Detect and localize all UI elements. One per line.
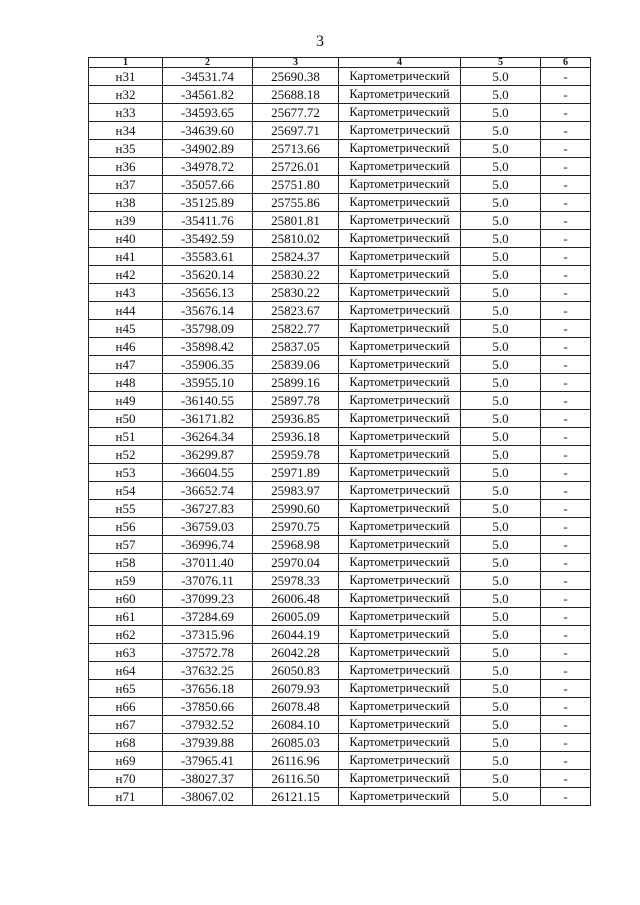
method-cell: Картометрический xyxy=(339,392,461,410)
point-name-cell: н47 xyxy=(89,356,163,374)
point-name-cell: н67 xyxy=(89,716,163,734)
table-row xyxy=(89,320,591,338)
x-coordinate-cell: -34978.72 xyxy=(163,158,253,176)
x-coordinate-cell: -37932.52 xyxy=(163,716,253,734)
table-row xyxy=(89,788,591,806)
accuracy-cell: 5.0 xyxy=(461,590,541,608)
table-row xyxy=(89,374,591,392)
point-name-cell: н52 xyxy=(89,446,163,464)
header-col-5: 5 xyxy=(461,58,541,68)
method-cell: Картометрический xyxy=(339,590,461,608)
point-name-cell: н37 xyxy=(89,176,163,194)
note-cell: - xyxy=(541,788,591,806)
x-coordinate-cell: -36140.55 xyxy=(163,392,253,410)
method-cell: Картометрический xyxy=(339,194,461,212)
method-cell: Картометрический xyxy=(339,320,461,338)
y-coordinate-cell: 25822.77 xyxy=(253,320,339,338)
point-name-cell: н59 xyxy=(89,572,163,590)
point-name-cell: н42 xyxy=(89,266,163,284)
y-coordinate-cell: 26085.03 xyxy=(253,734,339,752)
accuracy-cell: 5.0 xyxy=(461,338,541,356)
accuracy-cell: 5.0 xyxy=(461,464,541,482)
x-coordinate-cell: -35798.09 xyxy=(163,320,253,338)
table-row xyxy=(89,338,591,356)
y-coordinate-cell: 25830.22 xyxy=(253,266,339,284)
y-coordinate-cell: 25751.80 xyxy=(253,176,339,194)
point-name-cell: н41 xyxy=(89,248,163,266)
x-coordinate-cell: -37572.78 xyxy=(163,644,253,662)
accuracy-cell: 5.0 xyxy=(461,716,541,734)
header-col-2: 2 xyxy=(163,58,253,68)
method-cell: Картометрический xyxy=(339,212,461,230)
x-coordinate-cell: -36264.34 xyxy=(163,428,253,446)
y-coordinate-cell: 25824.37 xyxy=(253,248,339,266)
accuracy-cell: 5.0 xyxy=(461,68,541,86)
point-name-cell: н55 xyxy=(89,500,163,518)
point-name-cell: н31 xyxy=(89,68,163,86)
point-name-cell: н34 xyxy=(89,122,163,140)
x-coordinate-cell: -37284.69 xyxy=(163,608,253,626)
x-coordinate-cell: -37656.18 xyxy=(163,680,253,698)
x-coordinate-cell: -36727.83 xyxy=(163,500,253,518)
point-name-cell: н71 xyxy=(89,788,163,806)
method-cell: Картометрический xyxy=(339,428,461,446)
accuracy-cell: 5.0 xyxy=(461,230,541,248)
method-cell: Картометрический xyxy=(339,374,461,392)
method-cell: Картометрический xyxy=(339,86,461,104)
note-cell: - xyxy=(541,320,591,338)
method-cell: Картометрический xyxy=(339,716,461,734)
accuracy-cell: 5.0 xyxy=(461,392,541,410)
x-coordinate-cell: -37939.88 xyxy=(163,734,253,752)
accuracy-cell: 5.0 xyxy=(461,554,541,572)
method-cell: Картометрический xyxy=(339,410,461,428)
y-coordinate-cell: 25810.02 xyxy=(253,230,339,248)
point-name-cell: н33 xyxy=(89,104,163,122)
accuracy-cell: 5.0 xyxy=(461,122,541,140)
table-header xyxy=(89,58,591,68)
note-cell: - xyxy=(541,176,591,194)
accuracy-cell: 5.0 xyxy=(461,518,541,536)
method-cell: Картометрический xyxy=(339,734,461,752)
accuracy-cell: 5.0 xyxy=(461,140,541,158)
accuracy-cell: 5.0 xyxy=(461,698,541,716)
table-row xyxy=(89,194,591,212)
x-coordinate-cell: -35492.59 xyxy=(163,230,253,248)
y-coordinate-cell: 25677.72 xyxy=(253,104,339,122)
table-row xyxy=(89,662,591,680)
accuracy-cell: 5.0 xyxy=(461,410,541,428)
table-row xyxy=(89,572,591,590)
point-name-cell: н68 xyxy=(89,734,163,752)
note-cell: - xyxy=(541,374,591,392)
accuracy-cell: 5.0 xyxy=(461,284,541,302)
point-name-cell: н63 xyxy=(89,644,163,662)
table-row xyxy=(89,284,591,302)
y-coordinate-cell: 25990.60 xyxy=(253,500,339,518)
x-coordinate-cell: -36652.74 xyxy=(163,482,253,500)
x-coordinate-cell: -38027.37 xyxy=(163,770,253,788)
table-body xyxy=(89,68,591,806)
x-coordinate-cell: -35583.61 xyxy=(163,248,253,266)
header-col-4: 4 xyxy=(339,58,461,68)
table-row xyxy=(89,734,591,752)
table-row xyxy=(89,176,591,194)
table-row xyxy=(89,212,591,230)
y-coordinate-cell: 26078.48 xyxy=(253,698,339,716)
table-row xyxy=(89,140,591,158)
method-cell: Картометрический xyxy=(339,608,461,626)
point-name-cell: н49 xyxy=(89,392,163,410)
table-row xyxy=(89,716,591,734)
method-cell: Картометрический xyxy=(339,536,461,554)
note-cell: - xyxy=(541,518,591,536)
y-coordinate-cell: 25897.78 xyxy=(253,392,339,410)
method-cell: Картометрический xyxy=(339,104,461,122)
table-row xyxy=(89,158,591,176)
y-coordinate-cell: 26050.83 xyxy=(253,662,339,680)
note-cell: - xyxy=(541,356,591,374)
note-cell: - xyxy=(541,302,591,320)
point-name-cell: н43 xyxy=(89,284,163,302)
table-row xyxy=(89,554,591,572)
y-coordinate-cell: 26079.93 xyxy=(253,680,339,698)
y-coordinate-cell: 25726.01 xyxy=(253,158,339,176)
point-name-cell: н46 xyxy=(89,338,163,356)
table-row xyxy=(89,104,591,122)
table-row xyxy=(89,626,591,644)
point-name-cell: н57 xyxy=(89,536,163,554)
table-row xyxy=(89,752,591,770)
method-cell: Картометрический xyxy=(339,302,461,320)
note-cell: - xyxy=(541,662,591,680)
y-coordinate-cell: 25801.81 xyxy=(253,212,339,230)
point-name-cell: н35 xyxy=(89,140,163,158)
note-cell: - xyxy=(541,158,591,176)
x-coordinate-cell: -35057.66 xyxy=(163,176,253,194)
table-row xyxy=(89,248,591,266)
note-cell: - xyxy=(541,122,591,140)
note-cell: - xyxy=(541,626,591,644)
note-cell: - xyxy=(541,752,591,770)
x-coordinate-cell: -35676.14 xyxy=(163,302,253,320)
table-row xyxy=(89,410,591,428)
y-coordinate-cell: 25697.71 xyxy=(253,122,339,140)
table-row xyxy=(89,608,591,626)
method-cell: Картометрический xyxy=(339,644,461,662)
table-row xyxy=(89,536,591,554)
x-coordinate-cell: -35656.13 xyxy=(163,284,253,302)
page-number: 3 xyxy=(316,33,324,50)
table-row xyxy=(89,644,591,662)
method-cell: Картометрический xyxy=(339,698,461,716)
point-name-cell: н65 xyxy=(89,680,163,698)
table-row xyxy=(89,518,591,536)
x-coordinate-cell: -36299.87 xyxy=(163,446,253,464)
y-coordinate-cell: 25830.22 xyxy=(253,284,339,302)
y-coordinate-cell: 25983.97 xyxy=(253,482,339,500)
method-cell: Картометрический xyxy=(339,446,461,464)
table-row xyxy=(89,446,591,464)
header-col-6: 6 xyxy=(541,58,591,68)
note-cell: - xyxy=(541,68,591,86)
point-name-cell: н70 xyxy=(89,770,163,788)
point-name-cell: н66 xyxy=(89,698,163,716)
point-name-cell: н50 xyxy=(89,410,163,428)
note-cell: - xyxy=(541,266,591,284)
note-cell: - xyxy=(541,446,591,464)
note-cell: - xyxy=(541,410,591,428)
accuracy-cell: 5.0 xyxy=(461,788,541,806)
accuracy-cell: 5.0 xyxy=(461,86,541,104)
method-cell: Картометрический xyxy=(339,284,461,302)
y-coordinate-cell: 25823.67 xyxy=(253,302,339,320)
x-coordinate-cell: -36996.74 xyxy=(163,536,253,554)
note-cell: - xyxy=(541,230,591,248)
point-name-cell: н61 xyxy=(89,608,163,626)
method-cell: Картометрический xyxy=(339,230,461,248)
accuracy-cell: 5.0 xyxy=(461,608,541,626)
accuracy-cell: 5.0 xyxy=(461,104,541,122)
accuracy-cell: 5.0 xyxy=(461,302,541,320)
x-coordinate-cell: -37632.25 xyxy=(163,662,253,680)
y-coordinate-cell: 25837.05 xyxy=(253,338,339,356)
point-name-cell: н48 xyxy=(89,374,163,392)
note-cell: - xyxy=(541,608,591,626)
note-cell: - xyxy=(541,212,591,230)
point-name-cell: н32 xyxy=(89,86,163,104)
note-cell: - xyxy=(541,338,591,356)
note-cell: - xyxy=(541,554,591,572)
method-cell: Картометрический xyxy=(339,122,461,140)
table-row xyxy=(89,698,591,716)
method-cell: Картометрический xyxy=(339,140,461,158)
coordinates-table xyxy=(88,57,591,806)
point-name-cell: н64 xyxy=(89,662,163,680)
x-coordinate-cell: -37076.11 xyxy=(163,572,253,590)
y-coordinate-cell: 25936.85 xyxy=(253,410,339,428)
table-row xyxy=(89,230,591,248)
x-coordinate-cell: -36171.82 xyxy=(163,410,253,428)
point-name-cell: н51 xyxy=(89,428,163,446)
x-coordinate-cell: -37099.23 xyxy=(163,590,253,608)
x-coordinate-cell: -35898.42 xyxy=(163,338,253,356)
x-coordinate-cell: -35906.35 xyxy=(163,356,253,374)
point-name-cell: н36 xyxy=(89,158,163,176)
accuracy-cell: 5.0 xyxy=(461,212,541,230)
y-coordinate-cell: 25968.98 xyxy=(253,536,339,554)
point-name-cell: н69 xyxy=(89,752,163,770)
method-cell: Картометрический xyxy=(339,662,461,680)
note-cell: - xyxy=(541,392,591,410)
accuracy-cell: 5.0 xyxy=(461,662,541,680)
table-row xyxy=(89,482,591,500)
accuracy-cell: 5.0 xyxy=(461,626,541,644)
accuracy-cell: 5.0 xyxy=(461,644,541,662)
y-coordinate-cell: 25839.06 xyxy=(253,356,339,374)
x-coordinate-cell: -37011.40 xyxy=(163,554,253,572)
method-cell: Картометрический xyxy=(339,680,461,698)
y-coordinate-cell: 25959.78 xyxy=(253,446,339,464)
method-cell: Картометрический xyxy=(339,266,461,284)
method-cell: Картометрический xyxy=(339,482,461,500)
method-cell: Картометрический xyxy=(339,356,461,374)
method-cell: Картометрический xyxy=(339,554,461,572)
header-row xyxy=(89,58,591,68)
table-row xyxy=(89,770,591,788)
note-cell: - xyxy=(541,248,591,266)
accuracy-cell: 5.0 xyxy=(461,572,541,590)
y-coordinate-cell: 25970.04 xyxy=(253,554,339,572)
header-col-1: 1 xyxy=(89,58,163,68)
accuracy-cell: 5.0 xyxy=(461,770,541,788)
table-row xyxy=(89,266,591,284)
y-coordinate-cell: 25688.18 xyxy=(253,86,339,104)
table-row xyxy=(89,356,591,374)
note-cell: - xyxy=(541,698,591,716)
point-name-cell: н39 xyxy=(89,212,163,230)
y-coordinate-cell: 26084.10 xyxy=(253,716,339,734)
accuracy-cell: 5.0 xyxy=(461,356,541,374)
method-cell: Картометрический xyxy=(339,572,461,590)
x-coordinate-cell: -37850.66 xyxy=(163,698,253,716)
note-cell: - xyxy=(541,140,591,158)
y-coordinate-cell: 26042.28 xyxy=(253,644,339,662)
x-coordinate-cell: -36759.03 xyxy=(163,518,253,536)
x-coordinate-cell: -35125.89 xyxy=(163,194,253,212)
note-cell: - xyxy=(541,464,591,482)
method-cell: Картометрический xyxy=(339,176,461,194)
accuracy-cell: 5.0 xyxy=(461,680,541,698)
note-cell: - xyxy=(541,86,591,104)
y-coordinate-cell: 25690.38 xyxy=(253,68,339,86)
note-cell: - xyxy=(541,590,591,608)
method-cell: Картометрический xyxy=(339,752,461,770)
note-cell: - xyxy=(541,572,591,590)
table-row xyxy=(89,680,591,698)
x-coordinate-cell: -35411.76 xyxy=(163,212,253,230)
table-row xyxy=(89,68,591,86)
y-coordinate-cell: 25971.89 xyxy=(253,464,339,482)
y-coordinate-cell: 25970.75 xyxy=(253,518,339,536)
header-col-3: 3 xyxy=(253,58,339,68)
method-cell: Картометрический xyxy=(339,500,461,518)
table-row xyxy=(89,392,591,410)
table-row xyxy=(89,464,591,482)
accuracy-cell: 5.0 xyxy=(461,374,541,392)
method-cell: Картометрический xyxy=(339,68,461,86)
note-cell: - xyxy=(541,284,591,302)
point-name-cell: н58 xyxy=(89,554,163,572)
accuracy-cell: 5.0 xyxy=(461,446,541,464)
accuracy-cell: 5.0 xyxy=(461,194,541,212)
method-cell: Картометрический xyxy=(339,248,461,266)
y-coordinate-cell: 26116.50 xyxy=(253,770,339,788)
x-coordinate-cell: -34593.65 xyxy=(163,104,253,122)
y-coordinate-cell: 25978.33 xyxy=(253,572,339,590)
table-row xyxy=(89,122,591,140)
x-coordinate-cell: -34902.89 xyxy=(163,140,253,158)
x-coordinate-cell: -34531.74 xyxy=(163,68,253,86)
note-cell: - xyxy=(541,500,591,518)
note-cell: - xyxy=(541,680,591,698)
y-coordinate-cell: 25936.18 xyxy=(253,428,339,446)
point-name-cell: н44 xyxy=(89,302,163,320)
accuracy-cell: 5.0 xyxy=(461,266,541,284)
method-cell: Картометрический xyxy=(339,464,461,482)
x-coordinate-cell: -35620.14 xyxy=(163,266,253,284)
method-cell: Картометрический xyxy=(339,158,461,176)
point-name-cell: н53 xyxy=(89,464,163,482)
accuracy-cell: 5.0 xyxy=(461,482,541,500)
table-row xyxy=(89,428,591,446)
method-cell: Картометрический xyxy=(339,518,461,536)
y-coordinate-cell: 25899.16 xyxy=(253,374,339,392)
y-coordinate-cell: 25713.66 xyxy=(253,140,339,158)
point-name-cell: н60 xyxy=(89,590,163,608)
table-row xyxy=(89,590,591,608)
accuracy-cell: 5.0 xyxy=(461,176,541,194)
y-coordinate-cell: 26006.48 xyxy=(253,590,339,608)
note-cell: - xyxy=(541,770,591,788)
x-coordinate-cell: -34561.82 xyxy=(163,86,253,104)
note-cell: - xyxy=(541,536,591,554)
note-cell: - xyxy=(541,734,591,752)
accuracy-cell: 5.0 xyxy=(461,752,541,770)
note-cell: - xyxy=(541,716,591,734)
y-coordinate-cell: 26005.09 xyxy=(253,608,339,626)
x-coordinate-cell: -37315.96 xyxy=(163,626,253,644)
y-coordinate-cell: 25755.86 xyxy=(253,194,339,212)
table-row xyxy=(89,86,591,104)
x-coordinate-cell: -38067.02 xyxy=(163,788,253,806)
x-coordinate-cell: -37965.41 xyxy=(163,752,253,770)
table-row xyxy=(89,500,591,518)
accuracy-cell: 5.0 xyxy=(461,500,541,518)
point-name-cell: н38 xyxy=(89,194,163,212)
method-cell: Картометрический xyxy=(339,338,461,356)
note-cell: - xyxy=(541,428,591,446)
point-name-cell: н62 xyxy=(89,626,163,644)
method-cell: Картометрический xyxy=(339,788,461,806)
y-coordinate-cell: 26121.15 xyxy=(253,788,339,806)
y-coordinate-cell: 26116.96 xyxy=(253,752,339,770)
note-cell: - xyxy=(541,644,591,662)
accuracy-cell: 5.0 xyxy=(461,536,541,554)
x-coordinate-cell: -35955.10 xyxy=(163,374,253,392)
table-row xyxy=(89,302,591,320)
point-name-cell: н45 xyxy=(89,320,163,338)
x-coordinate-cell: -36604.55 xyxy=(163,464,253,482)
method-cell: Картометрический xyxy=(339,770,461,788)
accuracy-cell: 5.0 xyxy=(461,158,541,176)
point-name-cell: н56 xyxy=(89,518,163,536)
accuracy-cell: 5.0 xyxy=(461,248,541,266)
point-name-cell: н54 xyxy=(89,482,163,500)
note-cell: - xyxy=(541,104,591,122)
y-coordinate-cell: 26044.19 xyxy=(253,626,339,644)
point-name-cell: н40 xyxy=(89,230,163,248)
accuracy-cell: 5.0 xyxy=(461,428,541,446)
note-cell: - xyxy=(541,194,591,212)
note-cell: - xyxy=(541,482,591,500)
accuracy-cell: 5.0 xyxy=(461,734,541,752)
method-cell: Картометрический xyxy=(339,626,461,644)
x-coordinate-cell: -34639.60 xyxy=(163,122,253,140)
accuracy-cell: 5.0 xyxy=(461,320,541,338)
